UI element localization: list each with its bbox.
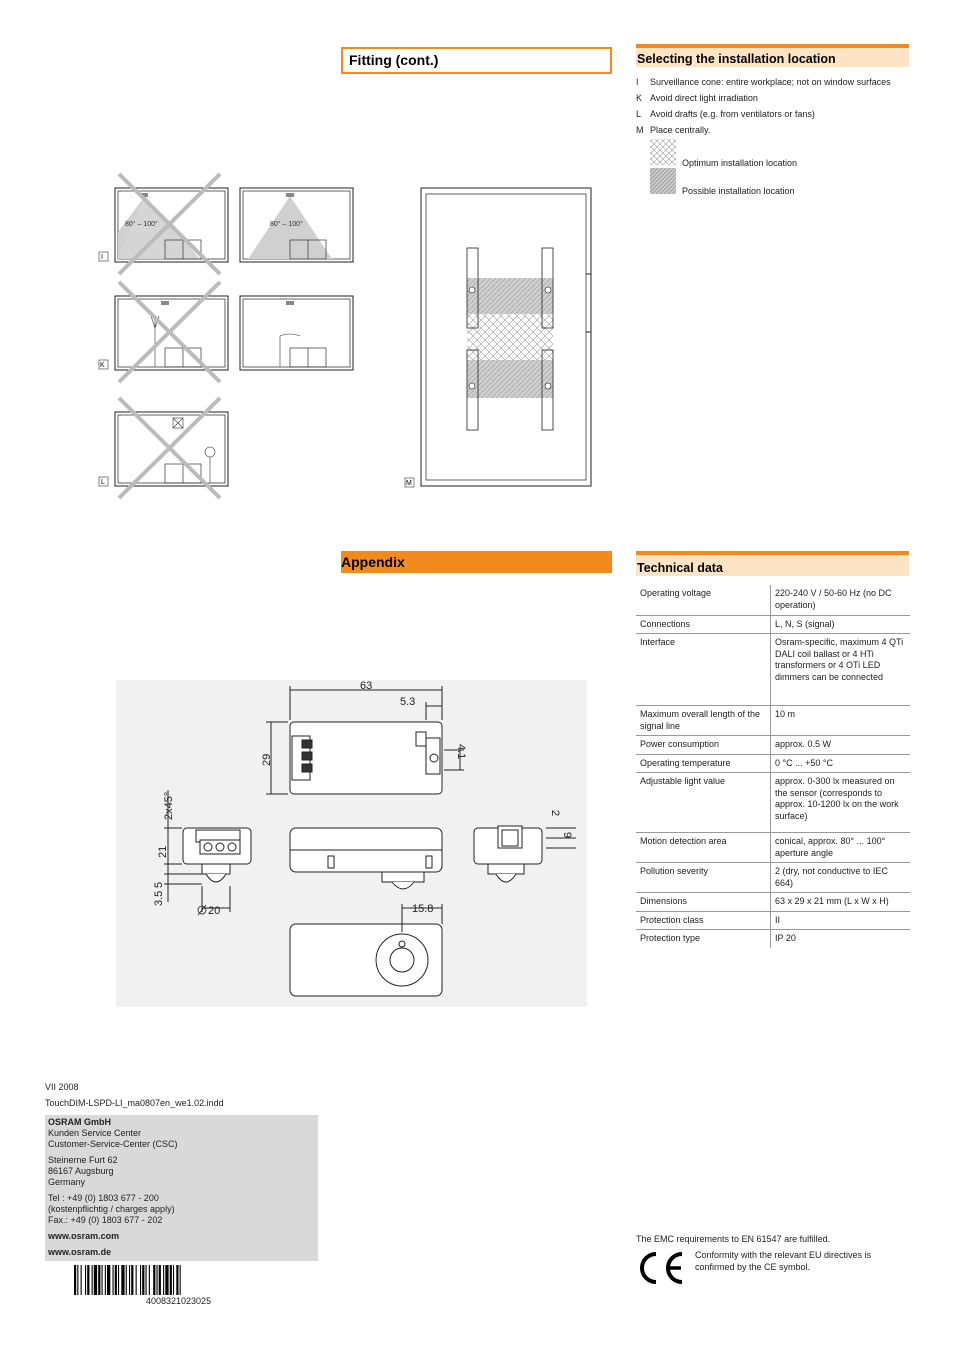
footer-date: VII 2008 <box>45 1082 79 1092</box>
dim-4-1: 4.1 <box>455 744 467 760</box>
address-box <box>45 1115 318 1261</box>
charges-note: (kostenpflichtig / charges apply) <box>48 1204 175 1214</box>
web-link-de[interactable]: www.osram.de <box>48 1247 112 1257</box>
room-i-right <box>240 188 353 262</box>
table-row: Protection type IP 20 <box>636 930 910 948</box>
table-row: Power consumption approx. 0.5 W <box>636 736 910 755</box>
dim-29: 29 <box>261 753 273 766</box>
barcode-number: 4008321023025 <box>146 1296 212 1306</box>
table-row: Dimensions 63 x 29 x 21 mm (L x W x H) <box>636 893 910 912</box>
country: Germany <box>48 1177 86 1187</box>
table-row: Maximum overall length of the signal line 10 m <box>636 706 910 736</box>
dim-3-5: 3.5 <box>153 890 165 906</box>
floor-plan-m <box>421 188 591 486</box>
appendix-header <box>341 551 612 573</box>
dim-63: 63 <box>360 680 373 692</box>
city: 86167 Augsburg <box>48 1166 114 1176</box>
appendix-title: Appendix <box>341 554 405 570</box>
dim-9: 9 <box>561 832 573 839</box>
angle-label-2: 80° – 100° <box>270 221 303 228</box>
dimension-drawing <box>116 680 587 1007</box>
room-k-right <box>240 296 353 370</box>
table-row: Connections L, N, S (signal) <box>636 615 910 634</box>
fig-label-k: K <box>100 362 105 369</box>
fig-label-l: L <box>101 479 105 486</box>
fig-label-i: I <box>101 254 103 261</box>
location-title: Selecting the installation location <box>637 52 836 66</box>
technical-title: Technical data <box>637 561 723 575</box>
dim-20: 20 <box>208 905 221 917</box>
dim-21: 21 <box>157 845 169 858</box>
legend-possible-swatch <box>650 168 676 194</box>
ce-note-2: confirmed by the CE symbol. <box>695 1262 811 1272</box>
room-l-wrong <box>115 398 228 498</box>
technical-table <box>636 585 910 948</box>
dim-5-3: 5.3 <box>400 696 416 708</box>
table-row: Adjustable light value approx. 0-300 lx measured on the sensor (corresponds to approx. 10-1200 lx on the work surface) <box>636 773 910 833</box>
web-link-com[interactable]: www.osram.com <box>48 1231 120 1241</box>
dim-15-8: 15.8 <box>412 903 434 915</box>
ce-mark-icon <box>636 1250 686 1286</box>
location-header <box>636 44 909 67</box>
csc-line-1: Kunden Service Center <box>48 1128 142 1138</box>
dim-2: 2 <box>549 810 561 817</box>
street: Steinerne Furt 62 <box>48 1155 118 1165</box>
emc-note: The EMC requirements to EN 61547 are fulfilled. <box>636 1234 831 1244</box>
room-i-wrong <box>115 174 228 274</box>
barcode-image <box>74 1265 286 1295</box>
table-row: Operating temperature 0 °C ... +50 °C <box>636 754 910 773</box>
fitting-header <box>341 47 612 74</box>
fig-label-m: M <box>406 480 412 487</box>
fax: Fax.: +49 (0) 1803 677 - 202 <box>48 1215 163 1225</box>
table-row: Interface Osram-specific, maximum 4 QTi DALI coil ballast or 4 HTi transformers or 4 OTi LED dimmers can be connected <box>636 634 910 706</box>
table-row: Motion detection area conical, approx. 80° ... 100° aperture angle <box>636 833 910 863</box>
legend-possible-label: Possible installation location <box>682 186 795 196</box>
room-k-wrong <box>115 282 228 382</box>
dim-2x45: 2x45° <box>163 791 175 820</box>
table-row: Operating voltage 220-240 V / 50-60 Hz (no DC operation) <box>636 585 910 615</box>
legend-swatches <box>648 138 678 196</box>
fitting-diagrams <box>95 172 615 502</box>
company-name: OSRAM GmbH <box>48 1117 111 1127</box>
legend-optimum-label: Optimum installation location <box>682 158 798 168</box>
telephone: Tel : +49 (0) 1803 677 - 200 <box>48 1193 159 1203</box>
footer-file: TouchDIM-LSPD-LI_ma0807en_we1.02.indd <box>45 1098 224 1108</box>
dim-5: 5 <box>153 881 165 888</box>
ce-note-1: Conformity with the relevant EU directives is <box>695 1250 872 1260</box>
fitting-title: Fitting (cont.) <box>349 52 439 68</box>
table-row: Pollution severity 2 (dry, not conductive to IEC 664) <box>636 863 910 893</box>
csc-line-2: Customer-Service-Center (CSC) <box>48 1139 178 1149</box>
angle-label-1: 80° – 100° <box>125 221 158 228</box>
legend-optimum-swatch <box>650 139 676 165</box>
technical-header <box>636 551 909 576</box>
table-row: Protection class II <box>636 911 910 930</box>
